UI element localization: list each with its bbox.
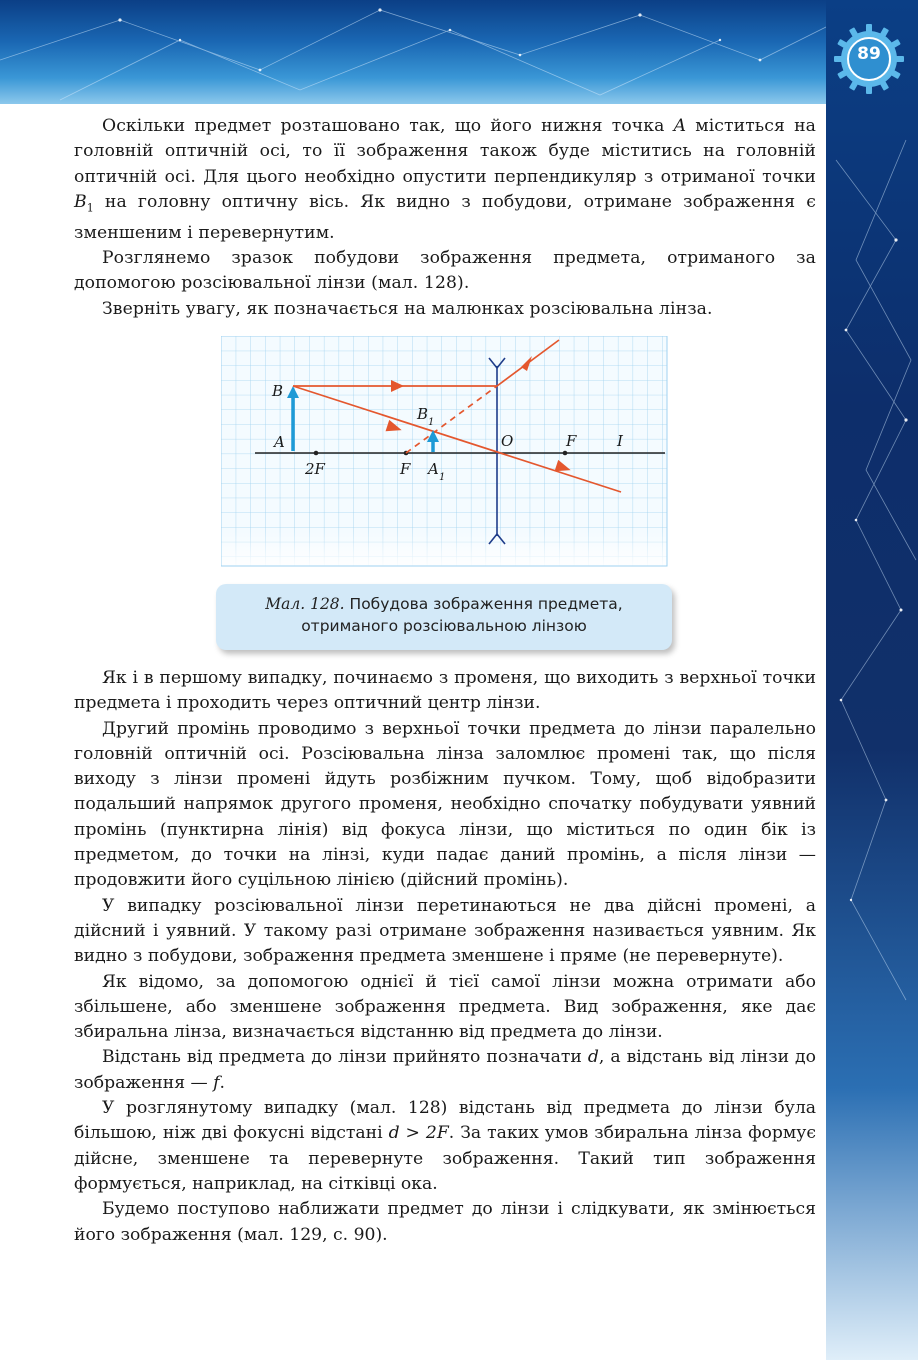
label-B1: B [417, 405, 429, 423]
label-F-right: F [566, 432, 577, 450]
page-number: 89 [857, 44, 881, 64]
figure-caption [216, 584, 672, 650]
point-2F [314, 451, 319, 456]
body-text-bottom [74, 666, 816, 1248]
svg-text:1: 1 [428, 417, 435, 428]
point-F-right [563, 451, 568, 456]
label-I: I [617, 432, 623, 450]
label-O: O [501, 432, 514, 450]
caption-line-2: отриманого розсіювальною лінзою [301, 617, 587, 635]
label-2F: 2F [305, 460, 325, 478]
label-F-left: F [400, 460, 411, 478]
paragraph: Зверніть увагу, як позначається на малюнках розсіювальна лінза. [102, 298, 713, 319]
lens-diagram [221, 336, 669, 568]
side-banner [826, 0, 918, 1360]
paragraph: Другий промінь проводимо з верхньої точки предмета до лінзи паралельно головній оптичній осі. Розсіювальна лінза заломлює промені так, що після виходу з лінзи промені йдуть розбіжним пучком. Тому, щоб відобразити подальший напрямок другого променя, необхідно спочатку побудувати уявний промінь (пунктирна лінія) від фокуса лінзи, що міститься по один бік із предметом, до точки на лінзі, куди падає даний промінь, а після лінзи — продовжити його суцільною лінією (дійсний промінь). [74, 718, 816, 891]
paragraph: Як відомо, за допомогою однієї й тієї самої лінзи можна отримати або збільшене, або зменшене зображення предмета. Вид зображення, яке дає збиральна лінза, визначається відстанню від предмета до лінзи. [74, 971, 816, 1043]
side-constellation-decoration [826, 0, 918, 1360]
paragraph: Розглянемо зразок побудови зображення предмета, отриманого за допомогою розсіювальної лінзи (мал. 128). [74, 247, 816, 294]
paragraph: У розглянутому випадку (мал. 128) відстань від предмета до лінзи була більшою, ніж дві фокусні відстані d > 2F. За таких умов збиральна лінза формує дійсне, зменшене та перевернуте зображення. Такий тип зображення формується, наприклад, на сітківці ока. [74, 1098, 816, 1194]
label-A1: A [428, 460, 439, 478]
body-text-top [74, 114, 816, 322]
header-banner [0, 0, 918, 104]
paragraph: Як і в першому випадку, починаємо з променя, що виходить з верхньої точки предмета і проходить через оптичний центр лінзи. [74, 668, 816, 714]
caption-line-1: Побудова зображення предмета, [349, 595, 623, 613]
constellation-decoration [0, 0, 918, 104]
paragraph: Будемо поступово наближати предмет до лінзи і слідкувати, як змінюється його зображення (мал. 129, с. 90). [74, 1199, 816, 1245]
caption-number: Мал. 128. [265, 595, 345, 613]
svg-text:1: 1 [439, 472, 446, 483]
paragraph: Відстань від предмета до лінзи прийнято позначати d, а відстань від лінзи до зображення — f. [74, 1047, 816, 1093]
label-B: B [272, 382, 284, 400]
paragraph: У випадку розсіювальної лінзи перетинаються не два дійсні промені, а дійсний і уявний. У такому разі отримане зображення називається уявним. Як видно з побудови, зображення предмета зменшене і пряме (не перевернуте). [74, 895, 816, 967]
label-A: A [274, 433, 285, 451]
paragraph: Оскільки предмет розташовано так, що його нижня точка A міститься на головній оптичній осі, то її зображення також буде міститись на головній оптичній осі. Для цього необхідно опустити перпендикуляр з отриманої точки $B_1$ на головну оптичну вісь. Як видно з побудови, отримане зображення є зменшеним і перевернутим. [74, 116, 816, 243]
